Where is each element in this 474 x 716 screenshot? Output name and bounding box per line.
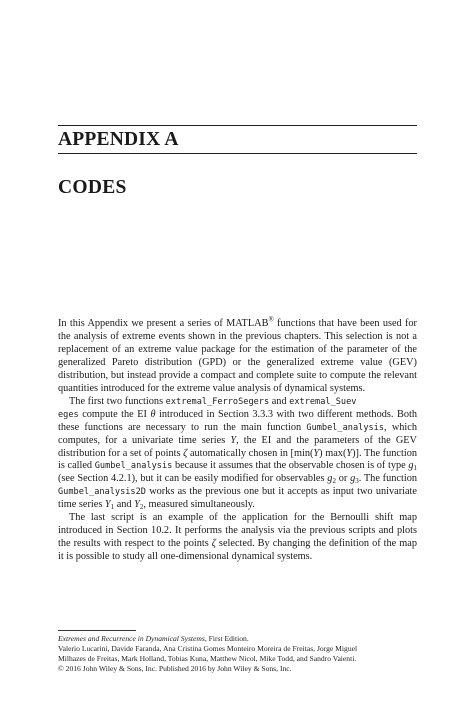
footnote-authors-line2: Milhazes de Freitas, Mark Holland, Tobias Kuna, Matthew Nicol, Mike Todd, and Sandro Vaienti. xyxy=(58,654,357,663)
code-gumbel-analysis: Gumbel_analysis xyxy=(94,461,173,472)
p2-text: . The function xyxy=(358,473,417,485)
footnote xyxy=(58,634,420,674)
math-y: Y xyxy=(134,499,140,511)
p2-text: , the EI and the parameters of the GEV distribution for a set of points xyxy=(58,434,417,459)
body-text xyxy=(58,315,417,564)
p2-text: compute the EI xyxy=(78,408,151,420)
math-subscript: 2 xyxy=(332,477,336,486)
book-title: Extremes and Recurrence in Dynamical Systems xyxy=(58,634,205,643)
paragraph-functions xyxy=(58,396,417,513)
code-extremal-suveges-part1: extremal_Suev xyxy=(289,396,357,407)
paragraph-bernoulli xyxy=(58,512,417,564)
math-y: Y xyxy=(313,447,320,459)
code-gumbel-analysis: Gumbel_analysis xyxy=(306,422,385,433)
paragraph-intro xyxy=(58,315,417,396)
math-y: Y xyxy=(104,499,111,511)
p2-text: The first two functions xyxy=(69,395,166,407)
code-gumbel-analysis-2d: Gumbel_analysis2D xyxy=(58,487,146,498)
p2-text: ) max( xyxy=(319,447,347,459)
math-subscript: 3 xyxy=(355,477,359,486)
p2-text: works as the previous one but it accepts as input two univariate time series xyxy=(58,486,417,511)
math-subscript: 2 xyxy=(139,503,144,512)
footnote-rule xyxy=(58,630,136,631)
p2-text: , measured simultaneously. xyxy=(143,499,255,511)
math-zeta: ζ xyxy=(211,538,216,550)
code-extremal-suveges-part2: eges xyxy=(58,409,79,420)
p2-text: )]. The function is called xyxy=(58,447,417,472)
p2-text: and xyxy=(269,395,290,407)
appendix-heading: APPENDIX A xyxy=(58,129,179,150)
book-edition: , First Edition. xyxy=(204,634,249,643)
math-y: Y xyxy=(230,434,237,446)
math-subscript: 1 xyxy=(413,464,417,473)
p2-text: introduced in Section 3.3.3 with two different methods. Both these functions are necessary to run the main function xyxy=(58,408,417,433)
p2-text: , which computes, for a univariate time series xyxy=(58,421,417,446)
math-zeta: ζ xyxy=(183,447,188,459)
math-g: g xyxy=(327,473,333,485)
heading-bottom-rule xyxy=(58,153,417,154)
registered-mark: ® xyxy=(268,315,274,324)
p1-text-a: In this Appendix we present a series of MATLAB xyxy=(58,318,269,329)
p2-text: or xyxy=(335,473,351,485)
p2-text: because it assumes that the observable chosen is of type xyxy=(172,460,409,472)
footnote-copyright: © 2016 John Wiley & Sons, Inc. Published 2016 by John Wiley & Sons, Inc. xyxy=(58,664,292,673)
math-y: Y xyxy=(346,447,353,459)
p3-text-b: selected. By changing the definition of the map it is possible to study all one-dimensional dynamical systems. xyxy=(58,538,417,563)
p3-text-a: The last script is an example of the application for the Bernoulli shift map introduced in Section 10.2. It performs the analysis via the previous scripts and plots the results with respect to the points xyxy=(58,512,417,550)
footnote-authors-line1: Valerio Lucarini, Davide Faranda, Ana Cristina Gomes Monteiro Moreira de Freitas, Jorge Miguel xyxy=(58,644,358,653)
math-g: g xyxy=(408,460,414,472)
heading-top-rule xyxy=(58,125,417,126)
p1-text-b: functions that have been used for the analysis of extreme events shown in the previous chapters. This selection is not a replacement of an extreme value package for the estimation of the parameter of the generalized Pareto distribution (GPD) or the generalized extreme value (GEV) distribution, but instead provide a compact and complete suite to compute the relevant quantities introduced for the extreme value analysis of dynamical systems. xyxy=(58,318,417,394)
math-subscript: 1 xyxy=(110,503,115,512)
footnote-book-line xyxy=(58,634,420,644)
code-extremal-ferrosegers: extremal_FerroSegers xyxy=(165,396,270,407)
math-theta: θ xyxy=(150,408,156,420)
p2-text: automatically chosen in [min( xyxy=(187,447,314,459)
p2-text: and xyxy=(114,499,135,511)
chapter-title: CODES xyxy=(58,177,127,198)
math-g: g xyxy=(350,473,356,485)
p2-text: (see Section 4.2.1), but it can be easily modified for observables xyxy=(58,473,328,485)
